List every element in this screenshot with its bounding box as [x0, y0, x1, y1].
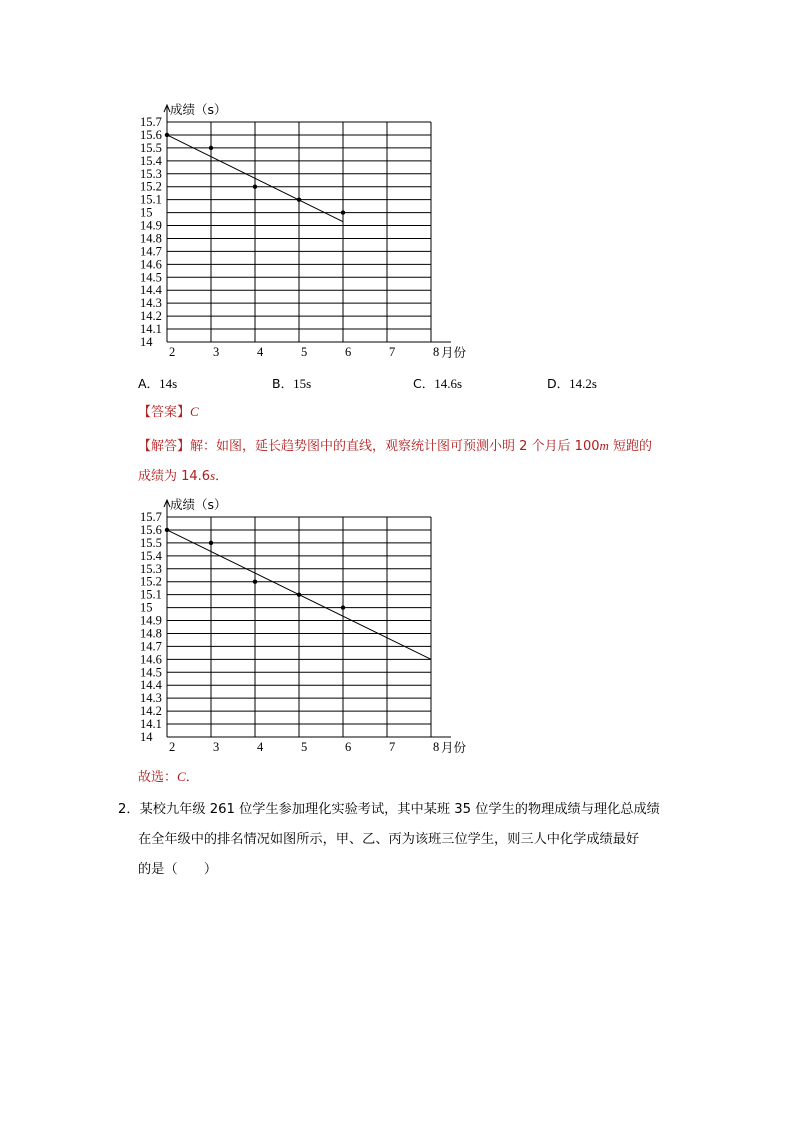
y-tick-label: 14.3: [140, 691, 162, 706]
y-tick-label: 14.7: [140, 244, 162, 259]
y-tick-label: 14: [140, 730, 153, 744]
y-tick-label: 15.6: [140, 127, 162, 142]
y-tick-label: 14.1: [140, 717, 162, 732]
solution-text-1b: 短跑的: [608, 439, 653, 454]
y-tick-label: 15.1: [140, 587, 162, 602]
y-tick-label: 15.5: [140, 535, 162, 550]
x-tick-label: 2: [169, 740, 176, 754]
y-tick-label: 15.3: [140, 561, 162, 576]
solution-unit-m: m: [599, 438, 609, 453]
x-tick-label: 5: [301, 345, 308, 359]
y-tick-label: 15: [140, 600, 153, 615]
trend-chart-svg: [120, 95, 490, 365]
y-axis-label: 成绩（s）: [170, 102, 227, 117]
question2-line-1: 2．某校九年级 261 位学生参加理化实验考试，其中某班 35 位学生的物理成绩与理化总成绩: [118, 802, 660, 817]
x-axis-label: 月份: [441, 345, 467, 360]
y-tick-label: 15.4: [140, 548, 162, 563]
trend-chart-question: [120, 95, 490, 365]
y-tick-label: 14.8: [140, 231, 162, 246]
x-tick-label: 3: [213, 740, 220, 754]
data-point: [165, 133, 169, 137]
y-tick-label: 15.2: [140, 574, 162, 589]
solution-text-2a: 成绩为 14.6: [138, 469, 211, 484]
x-tick-label: 2: [169, 345, 176, 359]
answer-label: 【答案】: [138, 405, 191, 420]
option-b: B．15s: [272, 376, 312, 391]
solution-text-1a: 解：如图，延长趋势图中的直线，观察统计图可预测小明 2 个月后 100: [190, 439, 600, 454]
y-tick-label: 14.4: [140, 283, 162, 298]
y-tick-label: 15.7: [140, 510, 162, 524]
y-tick-label: 15: [140, 205, 153, 220]
option-d: D．14.2s: [547, 376, 597, 391]
x-tick-label: 7: [389, 345, 396, 359]
conclusion-line: [138, 767, 199, 788]
data-point: [209, 541, 213, 545]
y-tick-label: 15.6: [140, 522, 162, 537]
y-tick-label: 14.6: [140, 652, 162, 667]
y-tick-label: 14.9: [140, 613, 162, 628]
x-tick-label: 4: [257, 345, 264, 359]
question2-line-3: 的是（ ）: [138, 862, 218, 877]
question2-line-2: 在全年级中的排名情况如图所示，甲、乙、丙为该班三位学生，则三人中化学成绩最好: [138, 832, 640, 847]
y-tick-label: 15.1: [140, 192, 162, 207]
x-tick-label: 3: [213, 345, 220, 359]
solution-line-1: [138, 436, 652, 457]
conclusion-value: C: [177, 769, 186, 784]
y-tick-label: 14.6: [140, 257, 162, 272]
y-tick-label: 14.2: [140, 704, 162, 719]
data-point: [253, 580, 257, 584]
option-a: A．14s: [138, 376, 178, 391]
answer-value: C: [190, 404, 199, 419]
option-c: C．14.6s: [413, 376, 463, 391]
y-tick-label: 15.2: [140, 179, 162, 194]
y-tick-label: 14.7: [140, 639, 162, 654]
x-tick-label: 8: [433, 740, 440, 754]
y-tick-label: 14.2: [140, 309, 162, 324]
y-tick-label: 14.8: [140, 626, 162, 641]
solution-line-2: [138, 466, 228, 487]
conclusion-text: 故选：: [138, 770, 178, 785]
solution-unit-s: s: [210, 468, 216, 483]
y-tick-label: 15.5: [140, 140, 162, 155]
x-tick-label: 7: [389, 740, 396, 754]
data-point: [297, 197, 301, 201]
y-tick-label: 14.4: [140, 678, 162, 693]
y-tick-label: 14.3: [140, 296, 162, 311]
x-tick-label: 8: [433, 345, 440, 359]
y-tick-label: 15.3: [140, 166, 162, 181]
data-point: [341, 605, 345, 609]
y-tick-label: 15.4: [140, 153, 162, 168]
x-tick-label: 6: [345, 740, 352, 754]
x-tick-label: 6: [345, 345, 352, 359]
data-point: [341, 210, 345, 214]
conclusion-end: ．: [185, 770, 199, 785]
y-tick-label: 14.5: [140, 270, 162, 285]
answer-options: [138, 374, 698, 394]
y-axis-label: 成绩（s）: [170, 497, 227, 512]
y-tick-label: 14.5: [140, 665, 162, 680]
x-tick-label: 4: [257, 740, 264, 754]
y-tick-label: 14.1: [140, 322, 162, 337]
y-tick-label: 15.7: [140, 115, 162, 129]
trend-chart-solution: [120, 490, 490, 760]
y-tick-label: 14: [140, 335, 153, 349]
data-point: [165, 528, 169, 532]
solution-label: 【解答】: [138, 439, 191, 454]
data-point: [253, 185, 257, 189]
x-tick-label: 5: [301, 740, 308, 754]
data-point: [209, 146, 213, 150]
data-point: [297, 592, 301, 596]
answer-line: [138, 402, 199, 423]
y-tick-label: 14.9: [140, 218, 162, 233]
solution-text-2b: ．: [215, 469, 229, 484]
trend-chart-svg: [120, 490, 490, 760]
x-axis-label: 月份: [441, 740, 467, 755]
